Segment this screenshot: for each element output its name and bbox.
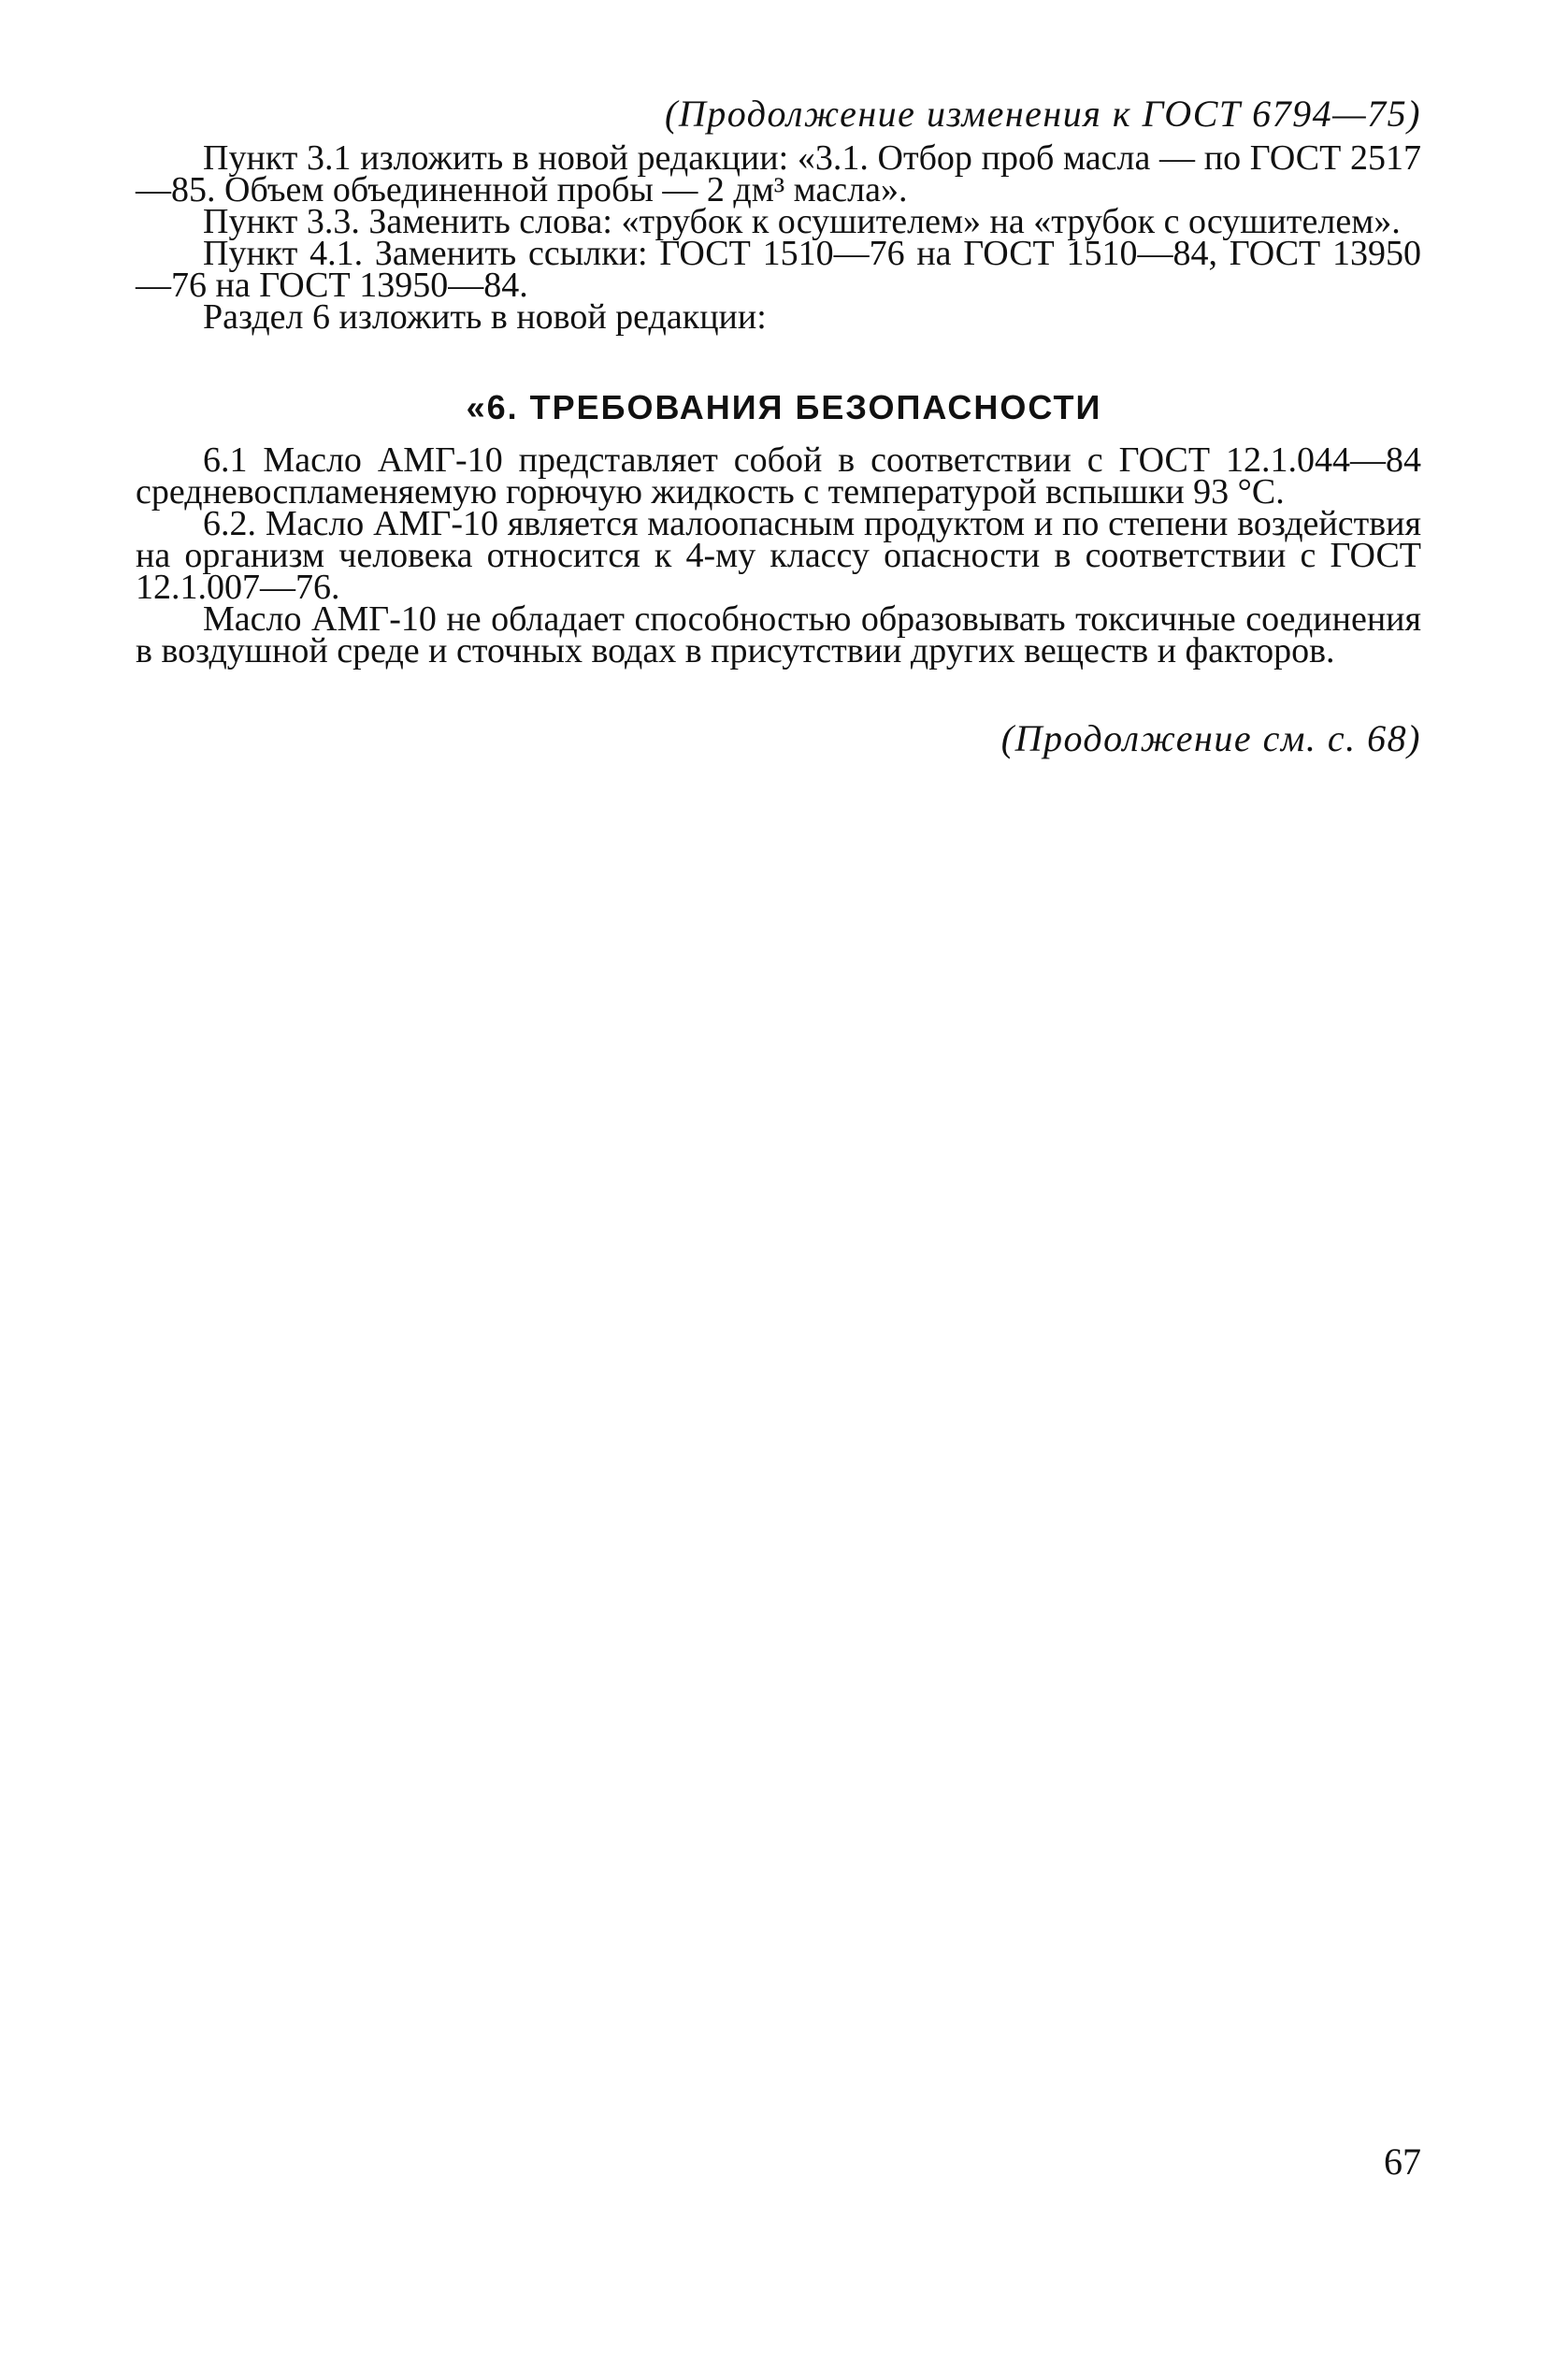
- paragraph-item-3-3: Пункт 3.3. Заменить слова: «трубок к осушителем» на «трубок с осушителем».: [203, 202, 1401, 241]
- paragraph-6-1: 6.1 Масло АМГ-10 представляет собой в соответствии с ГОСТ 12.1.044—84 средневоспламеняемую горючую жидкость с температурой вспышки 93 °С.: [136, 440, 1421, 512]
- running-head: (Продолжение изменения к ГОСТ 6794—75): [665, 93, 1421, 135]
- intro-paragraphs: [136, 138, 1421, 337]
- paragraph-section-6-intro: Раздел 6 изложить в новой редакции:: [203, 297, 767, 337]
- paragraph-6-2: 6.2. Масло АМГ-10 является малоопасным продуктом и по степени воздействия на организм человека относится к 4-му классу опасности в соответствии с ГОСТ 12.1.007—76.: [136, 504, 1421, 607]
- paragraph-item-3-1: Пункт 3.1 изложить в новой редакции: «3.1. Отбор проб масла — по ГОСТ 2517—85. Объем объединенной пробы — 2 дм³ масла».: [136, 138, 1421, 209]
- paragraph-item-4-1: Пункт 4.1. Заменить ссылки: ГОСТ 1510—76 на ГОСТ 1510—84, ГОСТ 13950—76 на ГОСТ 13950—84.: [136, 234, 1421, 305]
- section-heading: «6. ТРЕБОВАНИЯ БЕЗОПАСНОСТИ: [466, 388, 1102, 426]
- section-6-paragraphs: [136, 440, 1421, 670]
- continuation-note: (Продолжение см. с. 68): [1000, 717, 1421, 759]
- paragraph-toxicity: Масло АМГ-10 не обладает способностью образовывать токсичные соединения в воздушной среде и сточных водах в присутствии других веществ и факторов.: [136, 599, 1421, 670]
- page-number: 67: [1384, 2141, 1421, 2183]
